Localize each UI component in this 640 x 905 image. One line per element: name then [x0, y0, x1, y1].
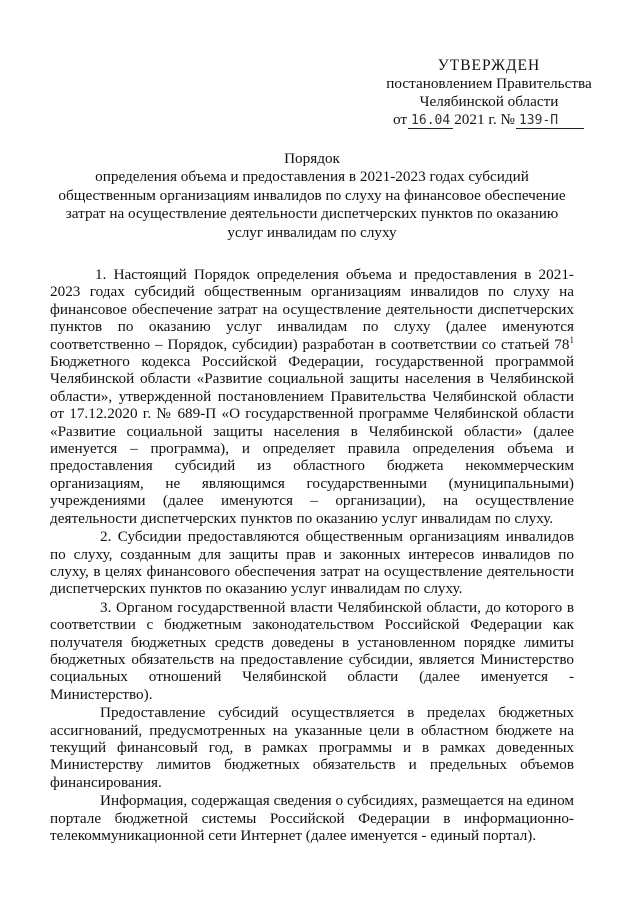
footnote-superscript: 1: [569, 334, 574, 345]
paragraph-2: 2. Субсидии предоставляются общественным организациям инвалидов по слуху, созданным для защиты прав и законных интересов инвалидов по слуху, в целях финансового обеспечения затрат на осуществление деятельности диспетчерских пунктов по оказанию услуг инвалидам по слуху.: [50, 528, 574, 598]
title-line-1: Порядок: [284, 150, 340, 167]
paragraph-3: 3. Органом государственной власти Челябинской области, до которого в соответствии с бюджетным законодательством Российской Федерации как получателя бюджетных средств доведены в установленном порядке лимиты бюджетных обязательств на предоставление субсидии, является Министерство социальных отношений Челябинской области (далее именуется - Министерство).: [50, 598, 574, 703]
approval-stamp: [364, 57, 614, 129]
date-suffix: 2021 г. №: [454, 111, 515, 128]
title-line-4: затрат на осуществление деятельности диспетчерских пунктов по оказанию: [65, 205, 559, 223]
paragraph-1-part-b: Бюджетного кодекса Российской Федерации, государственной программой Челябинской области «Развитие социальной защиты населения в Челябинской области», утвержденной постановлением Правительства Челябинской области от 17.12.2020 г. № 689-П «О государственной программе Челябинской области «Развитие социальной защиты населения в Челябинской области» (далее именуется – программа), и определяет правила определения объема и предоставления субсидий из областного бюджета некоммерческим организациям, не являющимся государственными (муниципальными) учреждениями (далее именуются – организации), на осуществление деятельности диспетчерских пунктов по оказанию услуг инвалидам по слуху.: [50, 353, 574, 527]
approval-date-line: [364, 111, 614, 129]
paragraph-4: Предоставление субсидий осуществляется в пределах бюджетных ассигнований, предусмотренных на указанные цели в областном бюджете на текущий финансовый год, в рамках программы и в рамках доведенных Министерству лимитов бюджетных обязательств и предельных объемов финансирования.: [50, 704, 574, 791]
approval-line-2: Челябинской области: [419, 93, 559, 110]
document-body: [50, 266, 574, 845]
paragraph-1: [50, 266, 574, 527]
title-line-5: услуг инвалидам по слуху: [227, 223, 397, 241]
handwritten-number: 139-П: [516, 114, 584, 129]
handwritten-date: 16.04: [408, 114, 453, 129]
approval-heading: УТВЕРЖДЕН: [437, 57, 541, 74]
document-title: [50, 150, 574, 242]
date-prefix: от: [393, 111, 408, 128]
paragraph-5: Информация, содержащая сведения о субсидиях, размещается на едином портале бюджетной системы Российской Федерации в информационно-телекоммуникационной сети Интернет (далее именуется - единый портал).: [50, 792, 574, 844]
title-line-2: определения объема и предоставления в 2021-2023 годах субсидий: [95, 168, 529, 186]
title-line-3: общественным организациям инвалидов по слуху на финансовое обеспечение: [58, 186, 566, 204]
approval-line-1: постановлением Правительства: [386, 75, 592, 92]
paragraph-1-part-a: 1. Настоящий Порядок определения объема и предоставления в 2021-2023 годах субсидий общественным организациям инвалидов по слуху на финансовое обеспечение затрат на осуществление деятельности диспетчерских пунктов по оказанию услуг инвалидам по слуху (далее именуются соответственно – Порядок, субсидии) разработан в соответствии со статьей 78: [50, 266, 574, 353]
